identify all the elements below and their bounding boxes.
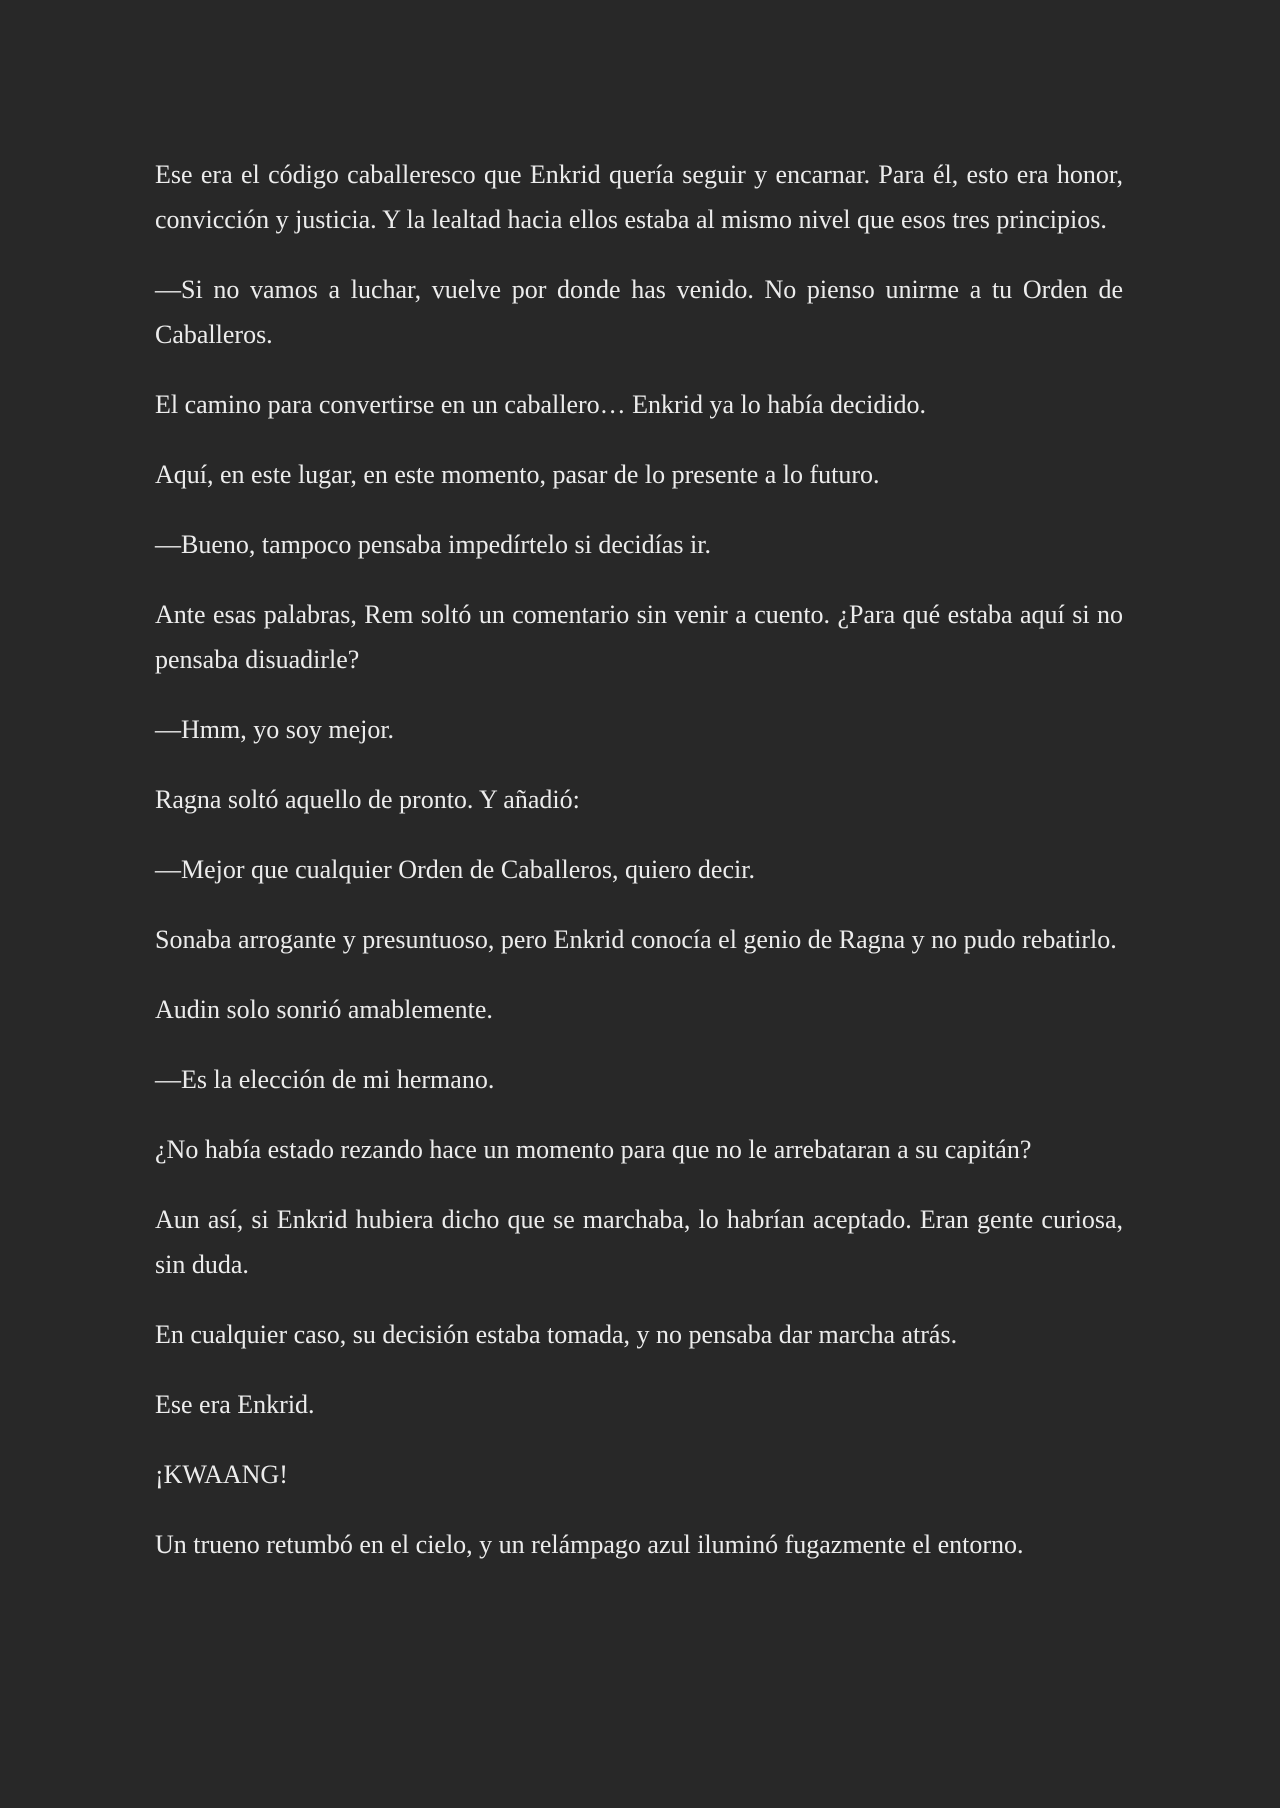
paragraph: Ese era el código caballeresco que Enkrid quería seguir y encarnar. Para él, esto era honor, convicción y justicia. Y la lealtad hacia ellos estaba al mismo nivel que esos tres principios. — [155, 160, 1123, 234]
paragraph: —Mejor que cualquier Orden de Caballeros, quiero decir. — [155, 855, 755, 884]
paragraph: ¡KWAANG! — [155, 1460, 288, 1489]
paragraph: Ante esas palabras, Rem soltó un comentario sin venir a cuento. ¿Para qué estaba aquí si no pensaba disuadirle? — [155, 600, 1123, 674]
reader-page — [155, 152, 1123, 1592]
paragraph: Aun así, si Enkrid hubiera dicho que se marchaba, lo habrían aceptado. Eran gente curiosa, sin duda. — [155, 1205, 1123, 1279]
paragraph: —Es la elección de mi hermano. — [155, 1065, 495, 1094]
paragraph: Ragna soltó aquello de pronto. Y añadió: — [155, 785, 580, 814]
paragraph: El camino para convertirse en un caballero… Enkrid ya lo había decidido. — [155, 390, 927, 419]
paragraph: Ese era Enkrid. — [155, 1390, 315, 1419]
paragraph: —Bueno, tampoco pensaba impedírtelo si decidías ir. — [155, 530, 711, 559]
paragraph: —Hmm, yo soy mejor. — [155, 715, 395, 744]
paragraph: —Si no vamos a luchar, vuelve por donde has venido. No pienso unirme a tu Orden de Caballeros. — [155, 275, 1123, 349]
paragraph: ¿No había estado rezando hace un momento para que no le arrebataran a su capitán? — [155, 1135, 1032, 1164]
paragraph: Audin solo sonrió amablemente. — [155, 995, 493, 1024]
paragraph: Sonaba arrogante y presuntuoso, pero Enkrid conocía el genio de Ragna y no pudo rebatirlo. — [155, 925, 1117, 954]
paragraph: En cualquier caso, su decisión estaba tomada, y no pensaba dar marcha atrás. — [155, 1320, 958, 1349]
paragraph: Aquí, en este lugar, en este momento, pasar de lo presente a lo futuro. — [155, 460, 880, 489]
paragraph: Un trueno retumbó en el cielo, y un relámpago azul iluminó fugazmente el entorno. — [155, 1530, 1024, 1559]
